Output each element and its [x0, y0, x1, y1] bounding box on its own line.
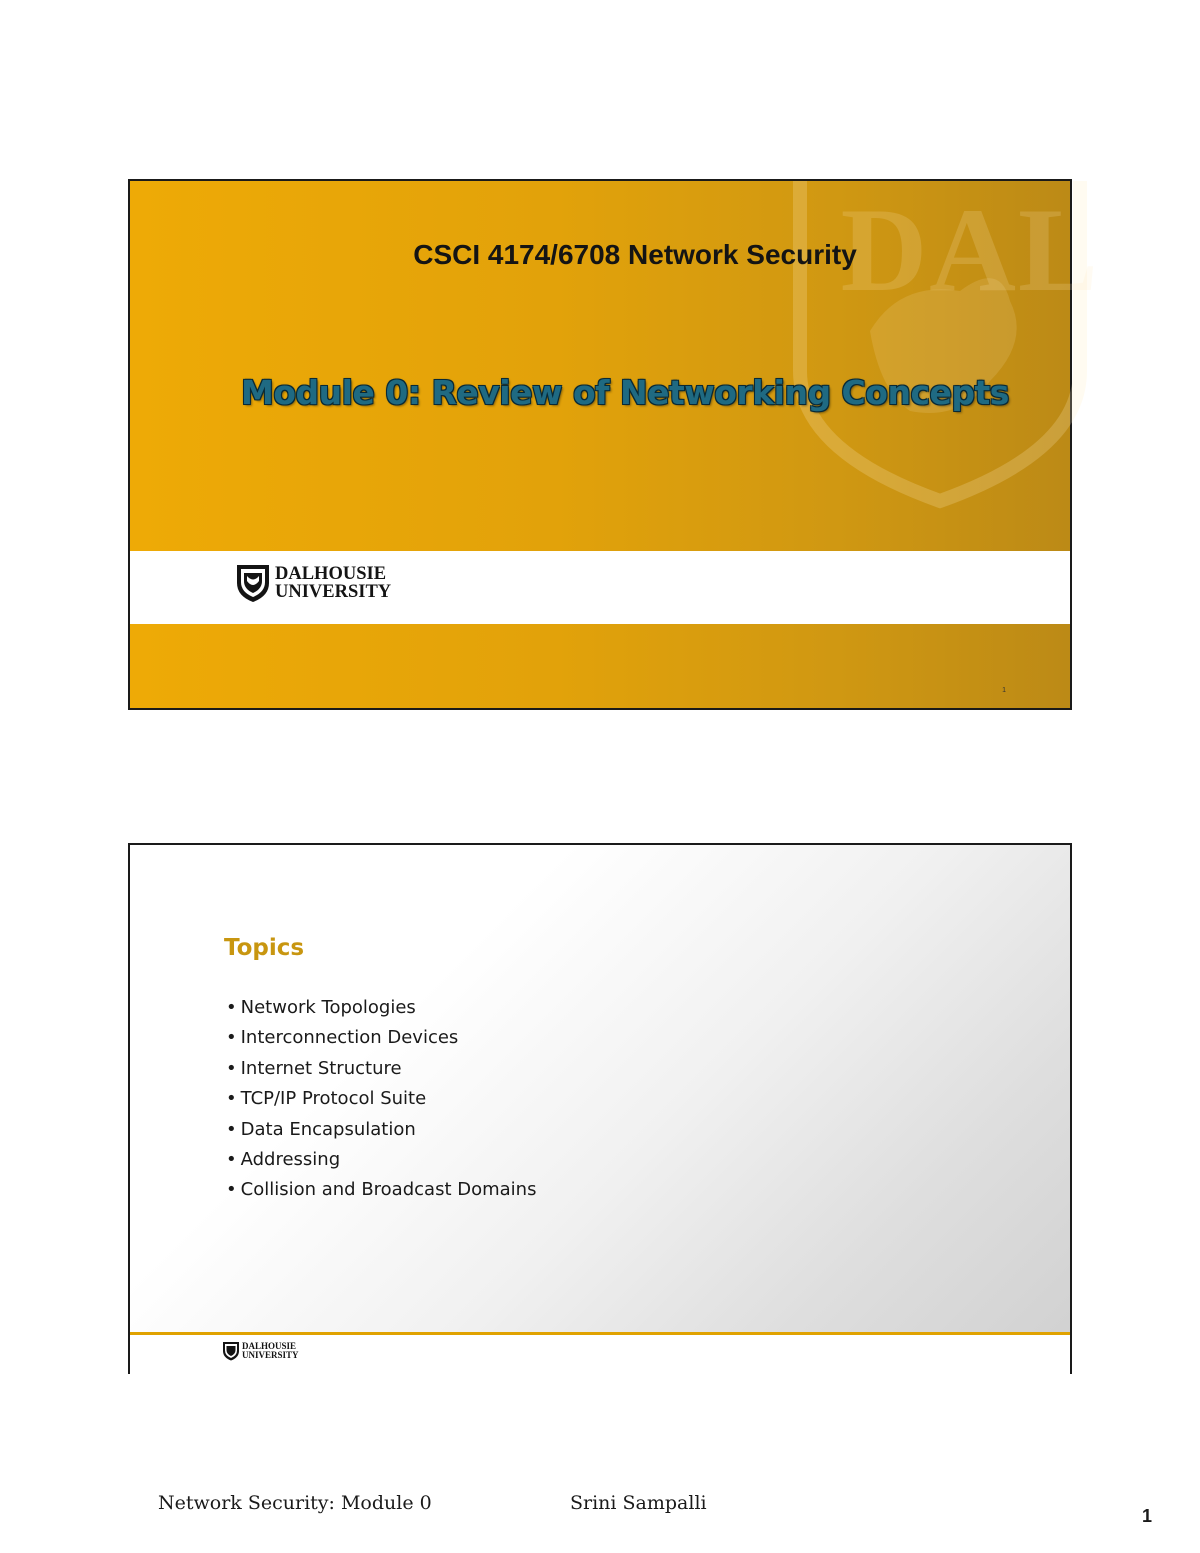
logo-line-2: UNIVERSITY [242, 1350, 299, 1360]
logo-line-2: UNIVERSITY [275, 582, 392, 602]
list-item: • Network Topologies [226, 993, 536, 1023]
logo-line-1: DALHOUSIE [242, 1341, 297, 1352]
topics-slide [128, 843, 1072, 1374]
slide-number: 1 [1002, 687, 1006, 694]
list-item: • Interconnection Devices [226, 1023, 536, 1053]
footer-author: Srini Sampalli [570, 1492, 707, 1514]
dalhousie-shield-icon [222, 1341, 240, 1361]
module-title: Module 0: Review of Networking Concepts [241, 373, 1009, 412]
logo-wordmark [275, 565, 391, 601]
list-item: • TCP/IP Protocol Suite [226, 1084, 536, 1114]
topics-list [226, 993, 536, 1206]
dalhousie-logo [235, 563, 391, 603]
logo-line-1: DALHOUSIE [275, 563, 387, 584]
logo-band [130, 551, 1070, 624]
dal-watermark: DAL [840, 183, 1100, 316]
title-slide [128, 179, 1100, 710]
list-item: • Collision and Broadcast Domains [226, 1175, 536, 1205]
course-title: CSCI 4174/6708 Network Security [413, 239, 857, 270]
dalhousie-logo-small [222, 1341, 299, 1361]
page-number: 1 [1142, 1506, 1153, 1526]
list-item: • Addressing [226, 1145, 536, 1175]
list-item: • Data Encapsulation [226, 1115, 536, 1145]
logo-wordmark [242, 1342, 299, 1360]
dalhousie-shield-icon [235, 563, 271, 603]
slide-footer-band [130, 1332, 1070, 1375]
footer-course: Network Security: Module 0 [158, 1492, 432, 1514]
topics-heading: Topics [224, 935, 305, 961]
list-item: • Internet Structure [226, 1054, 536, 1084]
